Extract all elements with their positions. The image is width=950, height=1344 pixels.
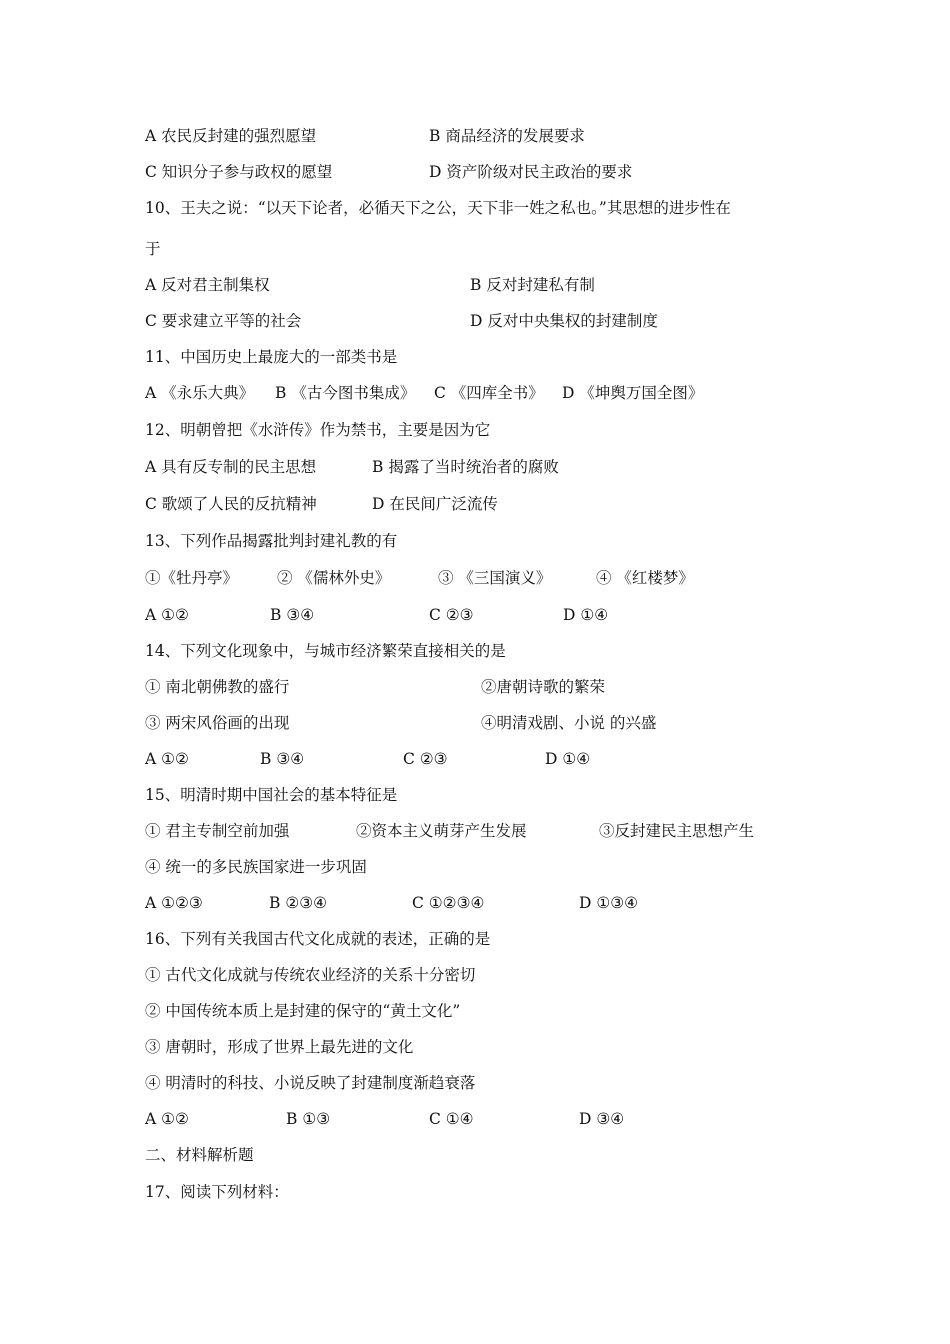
q16-option-a: A ①② [145, 1110, 189, 1128]
q14-item-1: ① 南北朝佛教的盛行 [145, 678, 290, 696]
q13-option-b: B ③④ [270, 606, 315, 624]
q9-option-c: C 知识分子参与政权的愿望 [145, 163, 333, 181]
q15-option-c: C ①②③④ [412, 894, 485, 912]
q11-stem: 11、中国历史上最庞大的一部类书是 [145, 348, 398, 366]
q13-option-d: D ①④ [563, 606, 609, 624]
q13-item-3: ③ 《三国演义》 [438, 569, 552, 587]
q11-option-d: D 《坤舆万国全图》 [562, 384, 704, 402]
q16-item-3: ③ 唐朝时，形成了世界上最先进的文化 [145, 1038, 414, 1056]
q9-option-d: D 资产阶级对民主政治的要求 [429, 163, 633, 181]
q16-option-c: C ①④ [429, 1110, 474, 1128]
q16-option-d: D ③④ [579, 1110, 625, 1128]
q13-option-c: C ②③ [429, 606, 474, 624]
q15-item-1: ① 君主专制空前加强 [145, 822, 290, 840]
q10-option-a: A 反对君主制集权 [145, 276, 270, 294]
section2-title: 二、材料解析题 [145, 1146, 254, 1164]
q13-item-2: ② 《儒林外史》 [277, 569, 391, 587]
q13-item-4: ④ 《红楼梦》 [596, 569, 694, 587]
q14-item-4: ④明清戏剧、小说 的兴盛 [481, 714, 657, 732]
q12-option-d: D 在民间广泛流传 [372, 495, 498, 513]
q14-option-b: B ③④ [260, 750, 305, 768]
q15-item-3: ③反封建民主思想产生 [599, 822, 755, 840]
q12-option-b: B 揭露了当时统治者的腐败 [372, 458, 559, 476]
q15-option-d: D ①③④ [579, 894, 639, 912]
q10-option-d: D 反对中央集权的封建制度 [470, 312, 658, 330]
q10-stem-line1: 10、王夫之说：“以天下论者，必循天下之公，天下非一姓之私也。”其思想的进步性在 [145, 199, 731, 217]
q16-item-2: ② 中国传统本质上是封建的保守的“黄土文化” [145, 1002, 461, 1020]
q14-option-c: C ②③ [403, 750, 448, 768]
q14-stem: 14、下列文化现象中，与城市经济繁荣直接相关的是 [145, 642, 506, 660]
q9-option-a: A 农民反封建的强烈愿望 [145, 127, 317, 145]
q13-stem: 13、下列作品揭露批判封建礼教的有 [145, 532, 398, 550]
q15-option-b: B ②③④ [269, 894, 328, 912]
q13-item-1: ①《牡丹亭》 [145, 569, 239, 587]
q11-option-a: A 《永乐大典》 [145, 384, 255, 402]
q12-stem: 12、明朝曾把《水浒传》作为禁书，主要是因为它 [145, 421, 491, 439]
q10-stem-line2: 于 [145, 240, 161, 258]
q12-option-a: A 具有反专制的民主思想 [145, 458, 317, 476]
q14-item-2: ②唐朝诗歌的繁荣 [481, 678, 606, 696]
q11-option-c: C 《四库全书》 [434, 384, 544, 402]
q9-option-b: B 商品经济的发展要求 [429, 127, 585, 145]
q15-item-2: ②资本主义萌芽产生发展 [356, 822, 527, 840]
q10-option-b: B 反对封建私有制 [470, 276, 595, 294]
q16-option-b: B ①③ [286, 1110, 331, 1128]
q16-item-4: ④ 明清时的科技、小说反映了封建制度渐趋衰落 [145, 1074, 476, 1092]
q14-item-3: ③ 两宋风俗画的出现 [145, 714, 290, 732]
q16-stem: 16、下列有关我国古代文化成就的表述，正确的是 [145, 930, 491, 948]
q12-option-c: C 歌颂了人民的反抗精神 [145, 495, 317, 513]
q15-option-a: A ①②③ [145, 894, 203, 912]
q10-option-c: C 要求建立平等的社会 [145, 312, 302, 330]
q17-stem: 17、阅读下列材料： [145, 1183, 289, 1201]
q11-option-b: B 《古今图书集成》 [275, 384, 416, 402]
q15-item-4: ④ 统一的多民族国家进一步巩固 [145, 858, 367, 876]
q16-item-1: ① 古代文化成就与传统农业经济的关系十分密切 [145, 966, 476, 984]
q14-option-a: A ①② [145, 750, 189, 768]
q15-stem: 15、明清时期中国社会的基本特征是 [145, 786, 398, 804]
q13-option-a: A ①② [145, 606, 189, 624]
q14-option-d: D ①④ [545, 750, 591, 768]
